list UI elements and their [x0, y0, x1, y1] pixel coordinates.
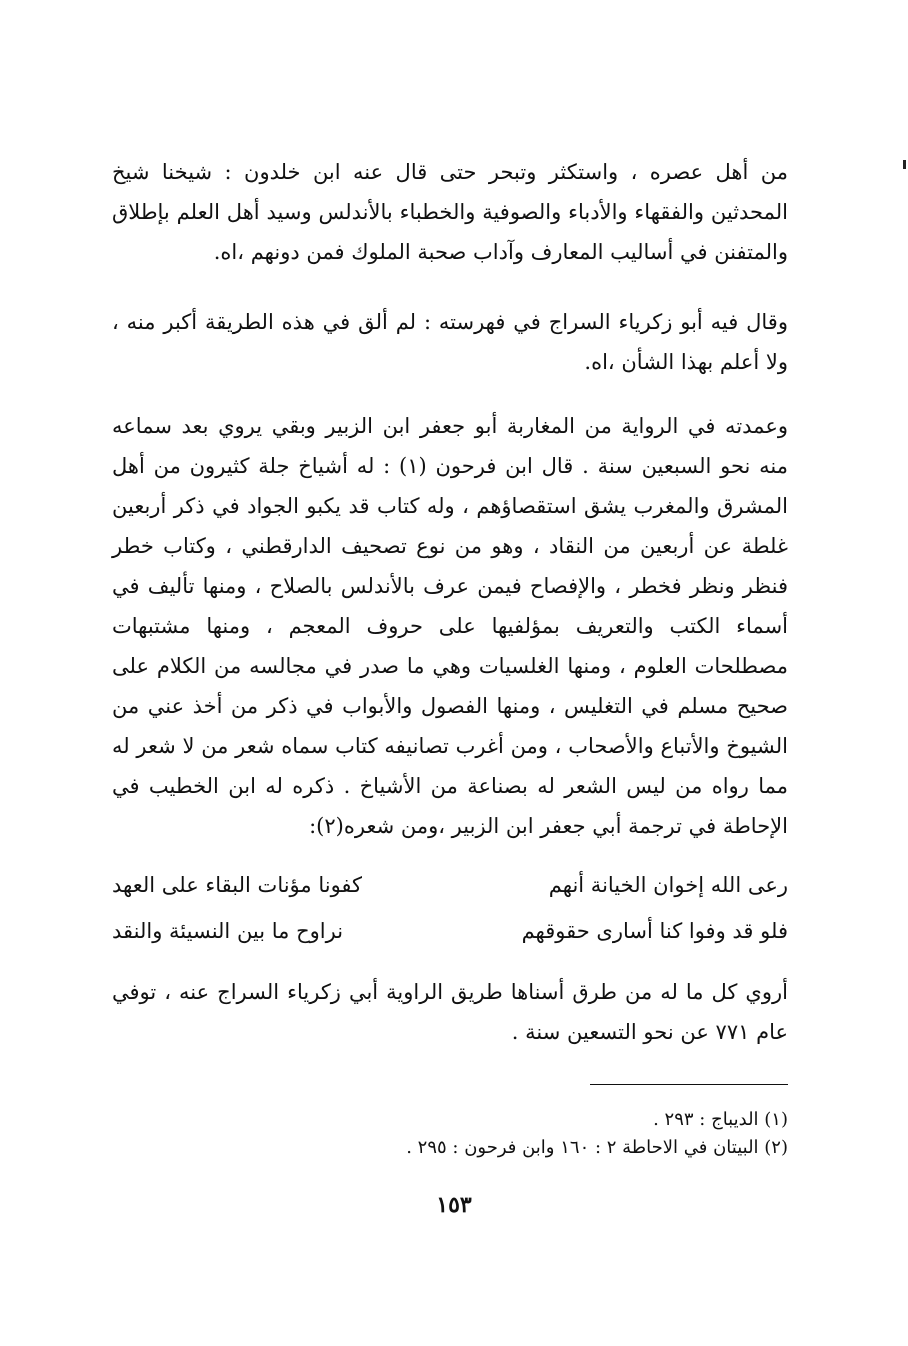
- verse-line-1: [112, 862, 788, 908]
- footnotes: [112, 1106, 788, 1162]
- verse-1-second-hemistich: كفونا مؤنات البقاء على العهد: [112, 873, 363, 897]
- footnote-1: (١) الديباج : ٢٩٣ .: [653, 1109, 788, 1130]
- paragraph-riwaya-and-works: وعمدته في الرواية من المغاربة أبو جعفر ابن الزبير وبقي يروي بعد سماعه منه نحو السبعين سنة . قال ابن فرحون (١) : له أشياخ جلة كثيرون من أهل المشرق والمغرب يشق استقصاؤهم ، وله كتاب قد يكبو الجواد في ذكر أربعين غلطة عن أربعين من النقاد ، وهو من نوع تصحيف الدارقطني ، وكتاب خطر فنظر ونظر فخطر ، والإفصاح فيمن عرف بالأندلس بالصلاح ، ومنها تأليف في أسماء الكتب والتعريف بمؤلفيها على حروف المعجم ، ومنها مشتبهات مصطلحات العلوم ، ومنها الغلسيات وهي ما صدر في مجالسه من الكلام على صحيح مسلم في التغليس ، ومنها الفصول والأبواب في ذكر من أخذ عني من الشيوخ والأتباع والأصحاب ، ومن أغرب تصانيفه كتاب سماه شعر من لا شعر له مما رواه من ليس الشعر له بصناعة من الأشياخ . ذكره له ابن الخطيب في الإحاطة في ترجمة أبي جعفر ابن الزبير ،ومن شعره(٢):: [112, 414, 788, 838]
- footnote-2: (٢) البيتان في الاحاطة ٢ : ١٦٠ وابن فرحون : ٢٩٥ .: [406, 1137, 788, 1158]
- verse-2-second-hemistich: نراوح ما بين النسيئة والنقد: [112, 919, 344, 943]
- page-number: ١٥٣: [436, 1192, 472, 1218]
- verse-1-first-hemistich: رعى الله إخوان الخيانة أنهم: [548, 873, 788, 897]
- paragraph-ibn-khaldun-quote: من أهل عصره ، واستكثر وتبحر حتى قال عنه ابن خلدون : شيخنا شيخ المحدثين والفقهاء والأدباء والصوفية والخطباء بالأندلس وسيد أهل العلم بإطلاق والمتفنن في أساليب المعارف وآداب صحبة الملوك فمن دونهم ،اه.: [112, 160, 788, 264]
- verse-line-2: [112, 908, 788, 954]
- footnote-divider: [590, 1084, 788, 1085]
- verse-2-first-hemistich: فلو قد وفوا كنا أسارى حقوقهم: [521, 919, 788, 943]
- paragraph-sarraj-quote: وقال فيه أبو زكرياء السراج في فهرسته : لم ألق في هذه الطريقة أكبر منه ، ولا أعلم بهذا الشأن ،اه.: [112, 310, 788, 374]
- paragraph-closing: أروي كل ما له من طرق أسناها طريق الراوية أبي زكرياء السراج عنه ، توفي عام ٧٧١ عن نحو التسعين سنة .: [112, 980, 788, 1044]
- poem-verses: [112, 862, 788, 954]
- scan-edge-mark: [903, 160, 906, 169]
